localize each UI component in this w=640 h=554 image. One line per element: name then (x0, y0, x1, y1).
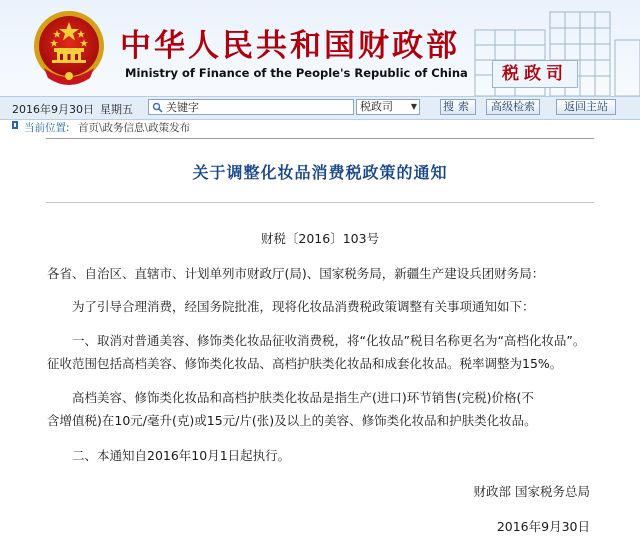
item1-line2: 征收范围包括高档美容、修饰类化妆品、高档护肤类化妆品和成套化妆品。税率调整为15%。 (47, 356, 563, 371)
article-title: 关于调整化妆品消费税政策的通知 (192, 163, 448, 182)
item2-paragraph: 二、本通知自2016年10月1日起执行。 (72, 448, 291, 463)
ministry-title-cn: 中华人民共和国财政部 (120, 28, 460, 64)
search-bar (0, 96, 640, 120)
weekday-text: 星期五 (100, 103, 133, 116)
search-button[interactable]: 搜索 (440, 99, 476, 115)
breadcrumb-label: 当前位置: (24, 122, 70, 134)
chevron-down-icon: ▼ (410, 102, 417, 111)
top-divider (46, 138, 594, 139)
breadcrumb-govinfo[interactable]: 政务信息 (102, 122, 145, 134)
item1-line1: 一、取消对普通美容、修饰类化妆品征收消费税，将“化妆品”税目名称更名为“高档化妆品”。 (72, 333, 586, 348)
location-marker-icon (11, 120, 20, 130)
recipients: 各省、自治区、直辖市、计划单列市财政厅(局)、国家税务局，新疆生产建设兵团财务局： (47, 266, 545, 281)
breadcrumb-trail (78, 120, 190, 135)
ministry-title-en: Ministry of Finance of the People's Republic of China (125, 66, 468, 80)
search-icon (152, 102, 163, 113)
scope-select-value: 税政司 (360, 100, 393, 113)
date-text: 2016年9月30日 (12, 103, 94, 116)
breadcrumb (0, 119, 640, 133)
scope-select[interactable] (356, 99, 420, 115)
current-date (12, 101, 139, 117)
search-field[interactable] (148, 99, 354, 115)
breadcrumb-home[interactable]: 首页 (78, 122, 99, 134)
national-emblem-icon (30, 8, 108, 88)
breadcrumb-policy[interactable]: 政策发布 (148, 122, 191, 134)
back-to-main-button[interactable]: 返回主站 (556, 99, 616, 115)
intro-paragraph: 为了引导合理消费，经国务院批准，现将化妆品消费税政策调整有关事项通知如下： (72, 299, 535, 314)
site-header (0, 0, 640, 96)
doc-number: 财税〔2016〕103号 (260, 231, 380, 246)
breadcrumb-separator: \ (99, 122, 103, 134)
title-divider (46, 202, 594, 203)
breadcrumb-separator: \ (144, 122, 149, 134)
issue-date: 2016年9月30日 (496, 519, 590, 534)
department-tag: 税政司 (492, 60, 578, 88)
search-input[interactable] (166, 100, 352, 114)
advanced-search-button[interactable]: 高级检索 (486, 99, 540, 115)
item1b-line1: 高档美容、修饰类化妆品和高档护肤类化妆品是指生产(进口)环节销售(完税)价格(不 (72, 390, 534, 405)
item1b-line2: 含增值税)在10元/毫升(克)或15元/片(张)及以上的美容、修饰类化妆品和护肤类化妆品。 (47, 413, 537, 428)
signature: 财政部 国家税务总局 (473, 484, 590, 499)
